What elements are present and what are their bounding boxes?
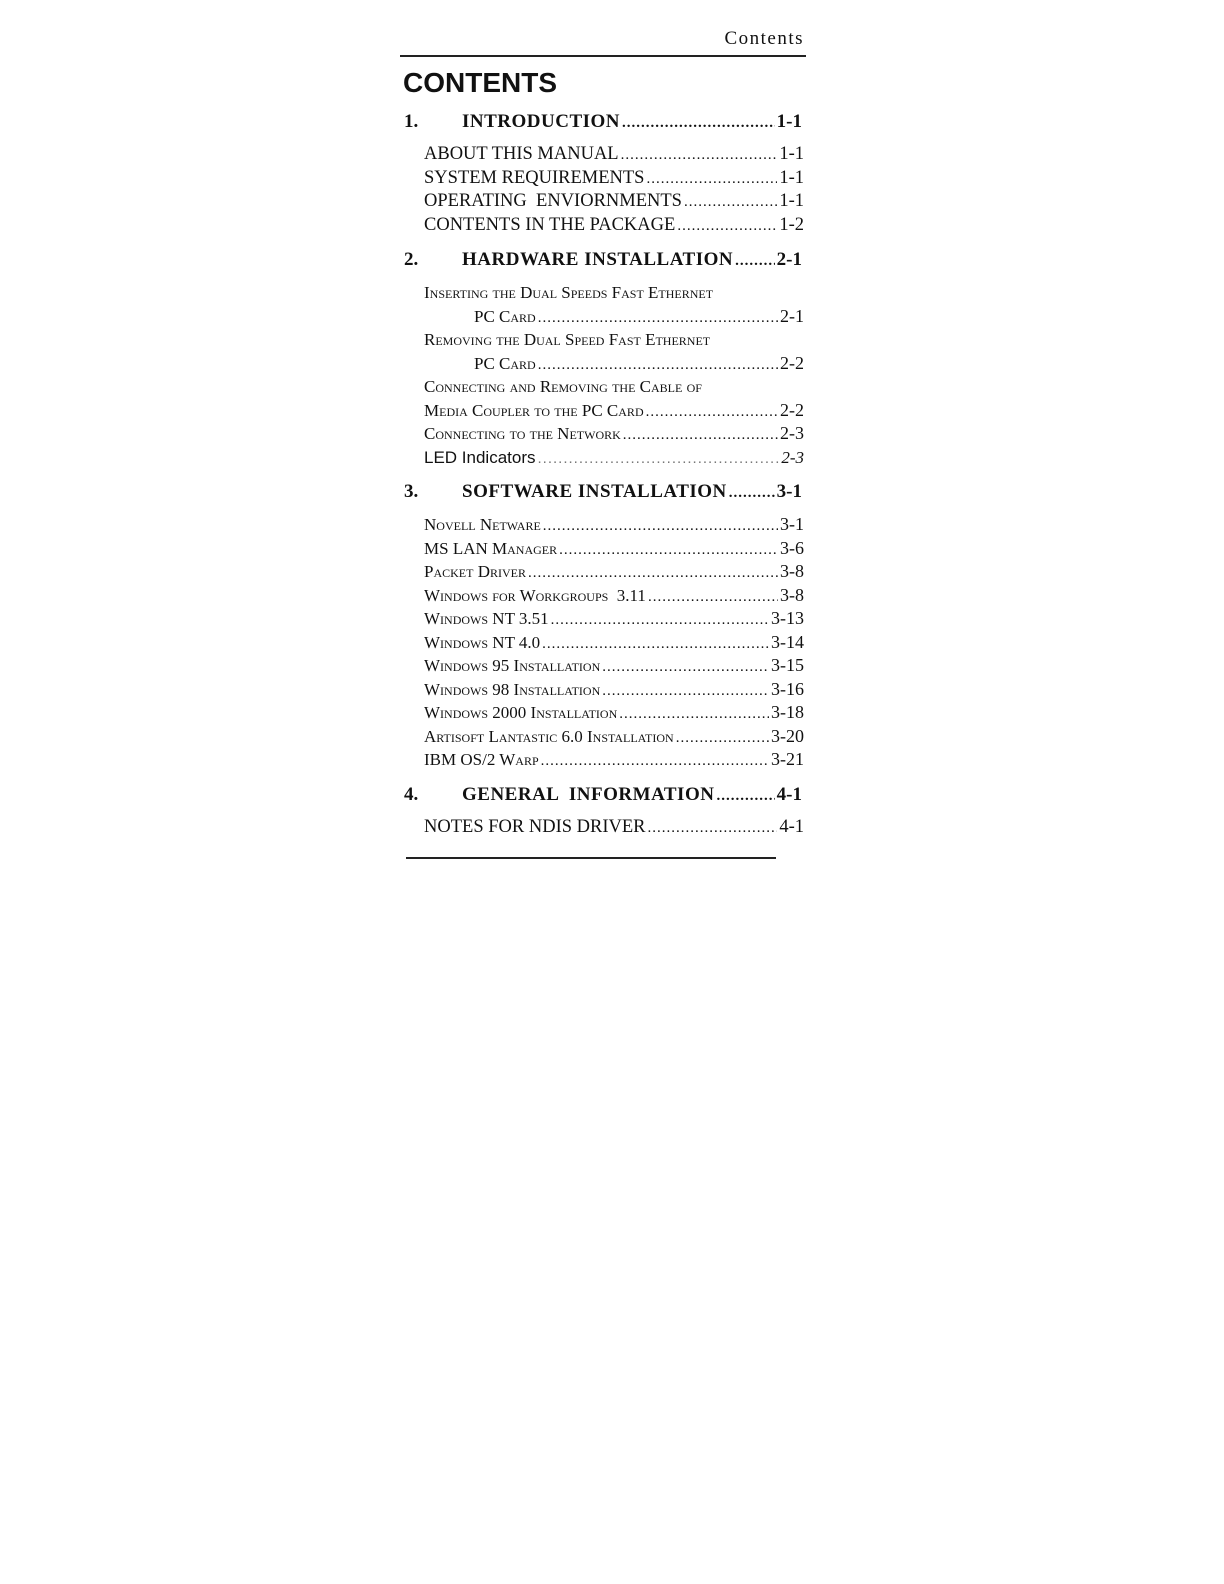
entry-page: 3-8 [780, 584, 804, 605]
entry-page: 3-16 [771, 678, 804, 699]
chapter-page: 4-1 [776, 783, 802, 805]
toc-entry[interactable] [424, 678, 804, 702]
chapter-page: 2-1 [776, 249, 802, 270]
dot-leader [619, 703, 769, 727]
dot-leader [542, 633, 769, 657]
chapter-title: HARDWARE INSTALLATION [462, 249, 734, 270]
section-list [400, 816, 806, 840]
entry-page: 2-2 [780, 399, 804, 420]
dot-leader [735, 246, 775, 276]
chapter-number: 2. [404, 249, 419, 270]
entry-title: OPERATING ENVIORNMENTS [424, 191, 682, 211]
entry-title: Novell Netware [424, 515, 541, 534]
entry-title: Windows NT 3.51 [424, 609, 549, 628]
dot-leader [528, 562, 778, 586]
dot-leader [551, 609, 769, 633]
chapter-entry[interactable] [400, 245, 806, 275]
entry-title: Windows 98 Installation [424, 679, 601, 699]
dot-leader [602, 680, 769, 704]
toc-entry[interactable] [424, 143, 804, 167]
chapter-page: 3-1 [776, 481, 802, 502]
toc-entry[interactable] [424, 422, 804, 446]
entry-title: Removing the Dual Speed Fast Ethernet [424, 330, 711, 349]
dot-leader [729, 478, 775, 508]
entry-page: 2-3 [781, 447, 804, 467]
section-list [400, 281, 806, 469]
entry-page: 2-1 [780, 305, 804, 326]
entry-title: Windows NT 4.0 [424, 632, 541, 652]
entry-page: 2-3 [780, 423, 804, 443]
toc-entry[interactable] [424, 701, 804, 725]
chapter-title: SOFTWARE INSTALLATION [462, 481, 727, 502]
dot-leader [602, 656, 769, 680]
toc-entry[interactable] [424, 446, 804, 470]
entry-page: 3-13 [771, 608, 804, 628]
chapter-title: GENERAL INFORMATION [462, 783, 715, 805]
toc-entry-line2[interactable] [424, 352, 804, 376]
section-list [400, 143, 806, 237]
entry-title: Windows for Workgroups 3.11 [424, 585, 646, 605]
entry-title-continued: Media Coupler to the PC Card [424, 400, 644, 420]
section-list [400, 513, 806, 772]
toc-entry[interactable] [424, 513, 804, 537]
entry-title: LED Indicators [424, 447, 536, 467]
entry-title-continued: PC Card [474, 353, 536, 373]
dot-leader [716, 781, 774, 811]
toc-entry[interactable] [424, 607, 804, 631]
entry-page: 3-18 [771, 702, 804, 722]
entry-page: 3-20 [771, 725, 804, 746]
dot-leader [648, 817, 778, 841]
dot-leader [622, 108, 775, 138]
entry-title: Packet Driver [424, 562, 526, 581]
dot-leader [621, 144, 778, 168]
chapter-number: 4. [404, 783, 419, 805]
dot-leader [677, 215, 777, 239]
dot-leader [676, 727, 769, 751]
dot-leader [559, 539, 778, 563]
toc-entry[interactable] [424, 654, 804, 678]
entry-page: 3-15 [771, 655, 804, 675]
chapter-title: INTRODUCTION [462, 111, 621, 132]
page-title: CONTENTS [403, 67, 557, 98]
entry-page: 3-8 [780, 561, 804, 581]
entry-title: Inserting the Dual Speeds Fast Ethernet [424, 283, 714, 302]
toc-entry-line2[interactable] [424, 305, 804, 329]
entry-title: Artisoft Lantastic 6.0 Installation [424, 726, 674, 746]
dot-leader [538, 354, 778, 378]
chapter-entry[interactable] [400, 477, 806, 507]
chapter-entry[interactable] [400, 107, 806, 137]
entry-title: SYSTEM REQUIREMENTS [424, 167, 645, 188]
toc-entry[interactable] [424, 167, 804, 191]
toc-entry[interactable] [424, 725, 804, 749]
entry-title: Connecting to the Network [424, 424, 621, 443]
entry-page: 1-1 [779, 144, 804, 164]
toc-entry-line2[interactable] [424, 399, 804, 423]
chapter-number: 1. [404, 111, 419, 132]
entry-page: 3-6 [780, 537, 804, 558]
entry-title: IBM OS/2 Warp [424, 750, 539, 769]
entry-page: 4-1 [779, 816, 804, 837]
dot-leader [538, 307, 778, 331]
entry-title: ABOUT THIS MANUAL [424, 144, 619, 164]
toc-entry[interactable] [424, 214, 804, 238]
entry-page: 3-21 [771, 749, 804, 769]
toc-entry[interactable] [424, 748, 804, 772]
toc-entry[interactable] [424, 631, 804, 655]
toc-entry[interactable] [424, 537, 804, 561]
toc-entry[interactable] [424, 816, 804, 840]
chapter-entry[interactable] [400, 780, 806, 810]
dot-leader [646, 168, 777, 192]
footer-rule [406, 857, 776, 859]
entry-page: 3-1 [780, 514, 804, 534]
dot-leader [541, 750, 769, 774]
dot-leader [648, 586, 778, 610]
entry-title: CONTENTS IN THE PACKAGE [424, 214, 676, 235]
toc-entry-line1[interactable] [424, 328, 804, 352]
dot-leader [646, 401, 778, 425]
chapter-number: 3. [404, 481, 419, 502]
entry-title: Windows 95 Installation [424, 656, 601, 675]
entry-page: 1-1 [779, 167, 804, 188]
toc-entry[interactable] [424, 560, 804, 584]
toc-page [400, 24, 806, 859]
entry-page: 1-2 [779, 214, 804, 235]
chapter-page: 1-1 [776, 111, 802, 132]
entry-title: Connecting and Removing the Cable of [424, 377, 702, 396]
dot-leader [623, 424, 778, 448]
entry-title-continued: PC Card [474, 306, 536, 326]
entry-page: 3-14 [771, 631, 804, 652]
header-rule [400, 55, 806, 57]
toc-entry[interactable] [424, 584, 804, 608]
dot-leader [543, 515, 778, 539]
entry-title: NOTES FOR NDIS DRIVER [424, 816, 646, 837]
toc-entry-line1[interactable] [424, 281, 804, 305]
entry-page: 1-1 [779, 191, 804, 211]
entry-title: MS LAN Manager [424, 538, 558, 558]
entry-title: Windows 2000 Installation [424, 703, 618, 722]
dot-leader [684, 191, 777, 215]
dot-leader [538, 447, 780, 471]
toc-entry-line1[interactable] [424, 375, 804, 399]
entry-page: 2-2 [780, 352, 804, 373]
running-header: Contents [724, 28, 804, 49]
toc-entry[interactable] [424, 190, 804, 214]
